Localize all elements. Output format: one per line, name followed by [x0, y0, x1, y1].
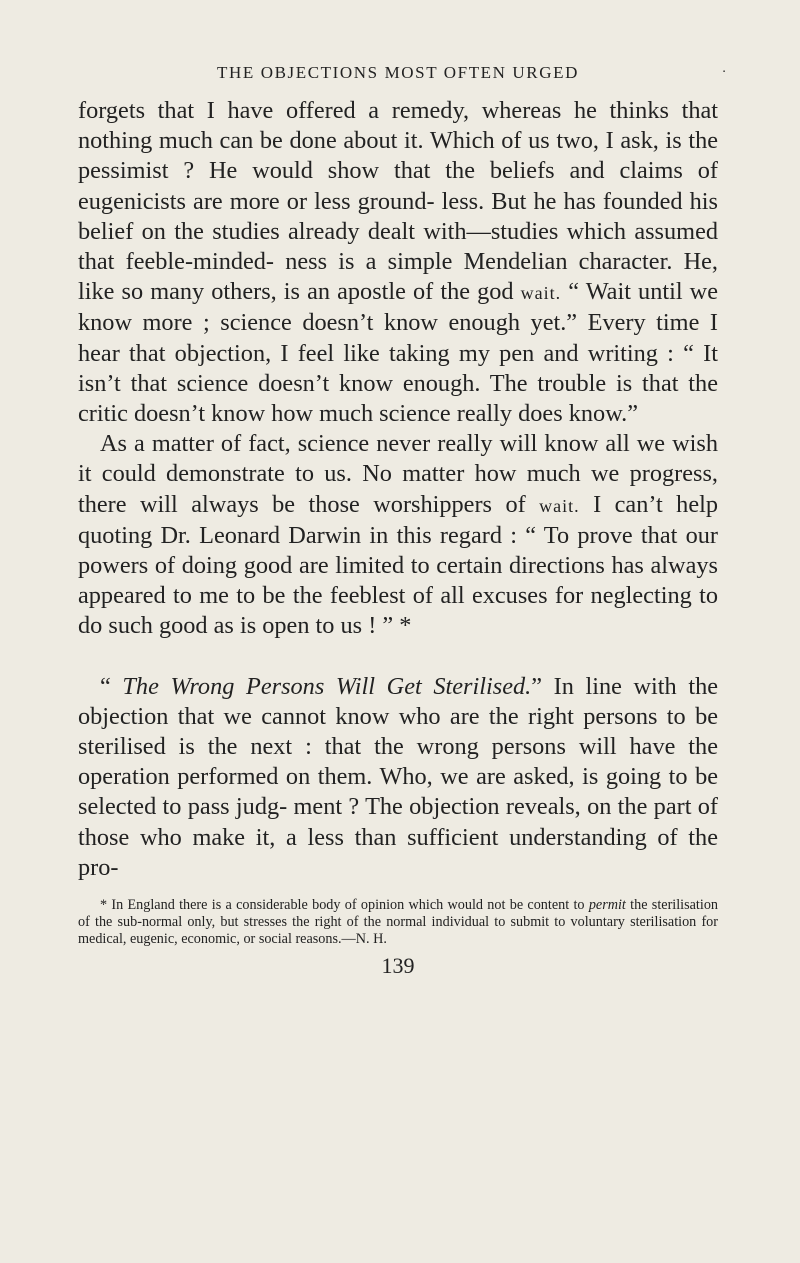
footnote-start: * In England there is a considerable body of opinion which would not be content to	[100, 897, 585, 914]
running-head	[78, 58, 728, 88]
running-head-mark: ·	[721, 65, 728, 80]
section-heading-open-quote: “	[100, 672, 111, 700]
paragraph-3-text: In line with the objection that we cannot know who are the right persons to be sterilised is the next : that the wrong persons will have the operation performed on them. Who, we are asked, is going to be selected to pass judg- ment ? The objection reveals, on the part of those who make it, a less than sufficient understanding of the pro-	[78, 672, 718, 881]
footnote	[78, 897, 718, 947]
small-caps-wait-2: wait.	[539, 495, 580, 516]
paragraph-1-end: “ Wait until we know more ; science doesn’t know enough yet.” Every time I hear that objection, I feel like taking my pen and writing : “ It isn’t that science doesn’t know enough. The trouble is that the critic doesn’t know how much science really does know.”	[78, 278, 719, 428]
paragraph-2-text: As a matter of fact, science never really will know all we wish it could demonstrate to us. No matter how much we progress, there will always be those worshippers of	[78, 430, 718, 518]
paragraph-2	[78, 429, 718, 641]
paragraph-1	[78, 96, 718, 429]
footnote-emphasis: permit	[588, 897, 626, 914]
small-caps-wait-1: wait.	[520, 283, 562, 304]
body-text	[78, 96, 718, 883]
paragraph-2-end: I can’t help quoting Dr. Leonard Darwin in this regard : “ To prove that our powers of doing good are limited to certain directions has always appeared to me to be the feeblest of all excuses for neglecting to do such good as is open to us ! ” *	[78, 490, 719, 640]
running-head-title: THE OBJECTIONS MOST OFTEN URGED	[217, 63, 579, 82]
footnote-text	[78, 897, 718, 947]
section-heading-close-quote: ”	[531, 672, 542, 700]
paragraph-1-text: forgets that I have offered a remedy, whereas he thinks that nothing much can be done about it. Which of us two, I ask, is the pessimist ? He would show that the beliefs and claims of eugenicists are more or less ground- less. But he has founded his belief on the studies already dealt with—studies which assumed that feeble-minded- ness is a simple Mendelian character. He, like so many others, is an apostle of the god	[78, 97, 718, 306]
section-heading: The Wrong Persons Will Get Sterilised.	[122, 672, 532, 700]
footnote-end: the sterilisation of the sub-normal only, but stresses the right of the normal individual to submit to voluntary sterilisation for medical, eugenic, economic, or social reasons.—N. H.	[78, 897, 719, 947]
book-page	[78, 58, 728, 1238]
page-number: 139	[381, 953, 415, 979]
paragraph-3	[78, 672, 718, 883]
